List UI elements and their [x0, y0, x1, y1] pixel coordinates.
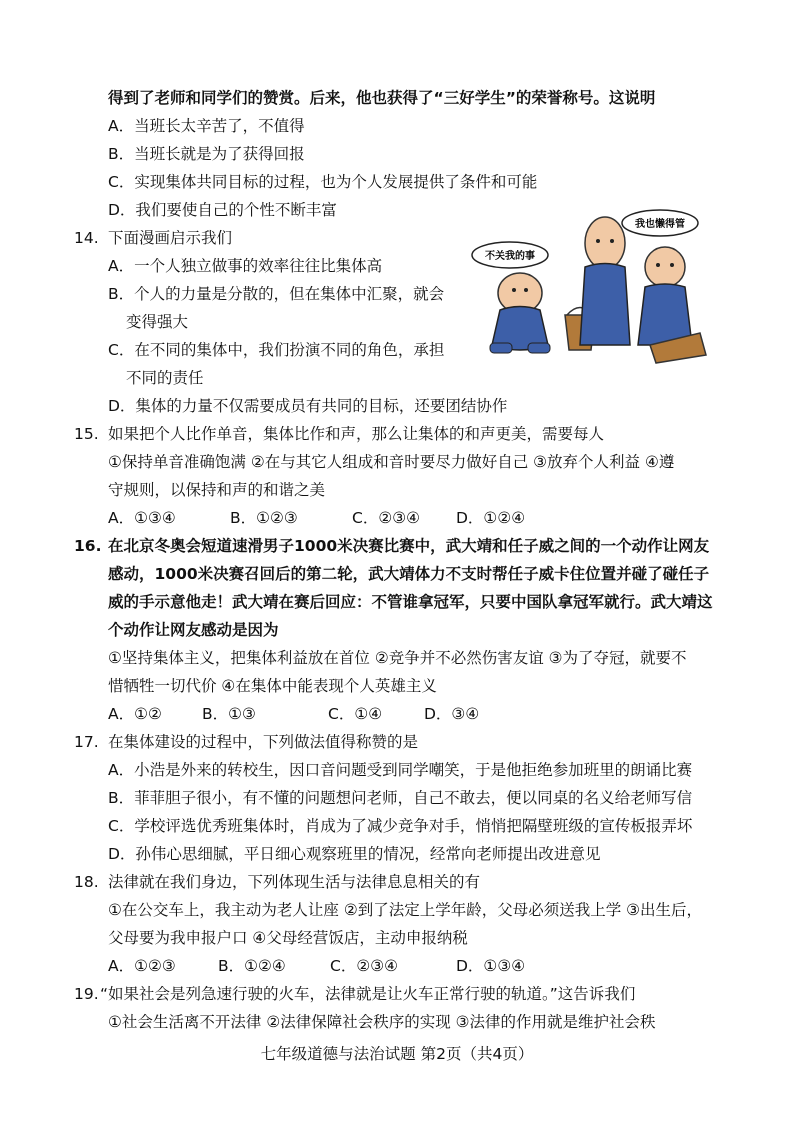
bubble-left-text: 不关我的事	[485, 251, 535, 262]
q17-stem: 在集体建设的过程中，下列做法值得称赞的是	[108, 733, 419, 751]
q14-option-d: D．集体的力量不仅需要成员有共同的目标，还要团结协作	[108, 397, 508, 415]
cartoon-boy-right	[638, 247, 706, 363]
q16-stem-3: 威的手示意他走！武大靖在赛后回应：不管谁拿冠军，只要中国队拿冠军就行。武大靖这	[108, 593, 713, 611]
q14-option-a: A．一个人独立做事的效率往往比集体高	[108, 257, 383, 275]
q19-stem: “如果社会是列急速行驶的火车，法律就是让火车正常行驶的轨道。”这告诉我们	[100, 985, 636, 1003]
q18-number: 18.	[74, 873, 99, 891]
q13-option-a: A．当班长太辛苦了，不值得	[108, 117, 305, 135]
q16-stem-1: 在北京冬奥会短道速滑男子1000米决赛比赛中，武大靖和任子威之间的一个动作让网友	[108, 537, 710, 555]
q17-option-d: D．孙伟心思细腻，平日细心观察班里的情况，经常向老师提出改进意见	[108, 845, 601, 863]
q13-option-d: D．我们要使自己的个性不断丰富	[108, 201, 337, 219]
q15-stem: 如果把个人比作单音，集体比作和声，那么让集体的和声更美，需要每人	[108, 425, 605, 443]
q16-statements-1: ①坚持集体主义，把集体利益放在首位 ②竞争并不必然伤害友谊 ③为了夺冠，就要不	[108, 649, 687, 667]
q18-stem: 法律就在我们身边，下列体现生活与法律息息相关的有	[108, 873, 481, 891]
q14-number: 14.	[74, 229, 99, 247]
q14-option-c-cont: 不同的责任	[126, 369, 204, 387]
cartoon-boy-left	[490, 273, 550, 353]
q17-option-b: B．菲菲胆子很小，有不懂的问题想问老师，自己不敢去，便以同桌的名义给老师写信	[108, 789, 693, 807]
q16-number: 16.	[74, 537, 102, 555]
q18-choice-c: C．②③④	[330, 957, 399, 975]
q18-choice-d: D．①③④	[456, 957, 526, 975]
speech-bubble-right	[622, 210, 698, 236]
q13-option-b: B．当班长就是为了获得回报	[108, 145, 305, 163]
q18-choice-b: B．①②④	[218, 957, 286, 975]
q16-stem-2: 感动，1000米决赛召回后的第二轮，武大靖体力不支时帮任子威卡住位置并碰了碰任子	[108, 565, 710, 583]
speech-bubble-left	[472, 242, 548, 268]
q15-choice-b: B．①②③	[230, 509, 298, 527]
bubble-right-text: 我也懒得管	[635, 219, 685, 230]
q17-option-a: A．小浩是外来的转校生，因口音问题受到同学嘲笑，于是他拒绝参加班里的朗诵比赛	[108, 761, 693, 779]
q15-statements-1: ①保持单音准确饱满 ②在与其它人组成和音时要尽力做好自己 ③放弃个人利益 ④遵	[108, 453, 675, 471]
page-footer: 七年级道德与法治试题 第2页（共4页）	[260, 1045, 534, 1063]
q13-option-c: C．实现集体共同目标的过程，也为个人发展提供了条件和可能	[108, 173, 538, 191]
q16-choice-a: A．①②	[108, 705, 162, 723]
q16-choice-c: C．①④	[328, 705, 383, 723]
q16-stem-4: 个动作让网友感动是因为	[108, 621, 279, 639]
cartoon-illustration	[470, 205, 710, 365]
q16-choice-d: D．③④	[424, 705, 480, 723]
q16-statements-2: 惜牺牲一切代价 ④在集体中能表现个人英雄主义	[108, 677, 437, 695]
q18-statements-2: 父母要为我申报户口 ④父母经营饭店，主动申报纳税	[108, 929, 468, 947]
q19-number: 19.	[74, 985, 99, 1003]
q18-statements-1: ①在公交车上，我主动为老人让座 ②到了法定上学年龄，父母必须送我上学 ③出生后，	[108, 901, 703, 919]
q14-option-c: C．在不同的集体中，我们扮演不同的角色，承担	[108, 341, 445, 359]
q16-choice-b: B．①③	[202, 705, 256, 723]
q18-choice-a: A．①②③	[108, 957, 176, 975]
q14-stem: 下面漫画启示我们	[108, 229, 233, 247]
q14-option-b-cont: 变得强大	[126, 313, 189, 331]
q15-choice-a: A．①③④	[108, 509, 176, 527]
q15-statements-2: 守规则，以保持和声的和谐之美	[108, 481, 326, 499]
q15-choice-c: C．②③④	[352, 509, 421, 527]
q15-choice-d: D．①②④	[456, 509, 526, 527]
q17-number: 17.	[74, 733, 99, 751]
q19-statements-1: ①社会生活离不开法律 ②法律保障社会秩序的实现 ③法律的作用就是维护社会秩	[108, 1013, 656, 1031]
q15-number: 15.	[74, 425, 99, 443]
intro-text: 得到了老师和同学们的赞赏。后来，他也获得了“三好学生”的荣誉称号。这说明	[108, 89, 656, 107]
q17-option-c: C．学校评选优秀班集体时，肖成为了减少竞争对手，悄悄把隔壁班级的宣传板报弄坏	[108, 817, 693, 835]
q14-option-b: B．个人的力量是分散的，但在集体中汇聚，就会	[108, 285, 445, 303]
cartoon-boy-middle	[580, 217, 630, 345]
